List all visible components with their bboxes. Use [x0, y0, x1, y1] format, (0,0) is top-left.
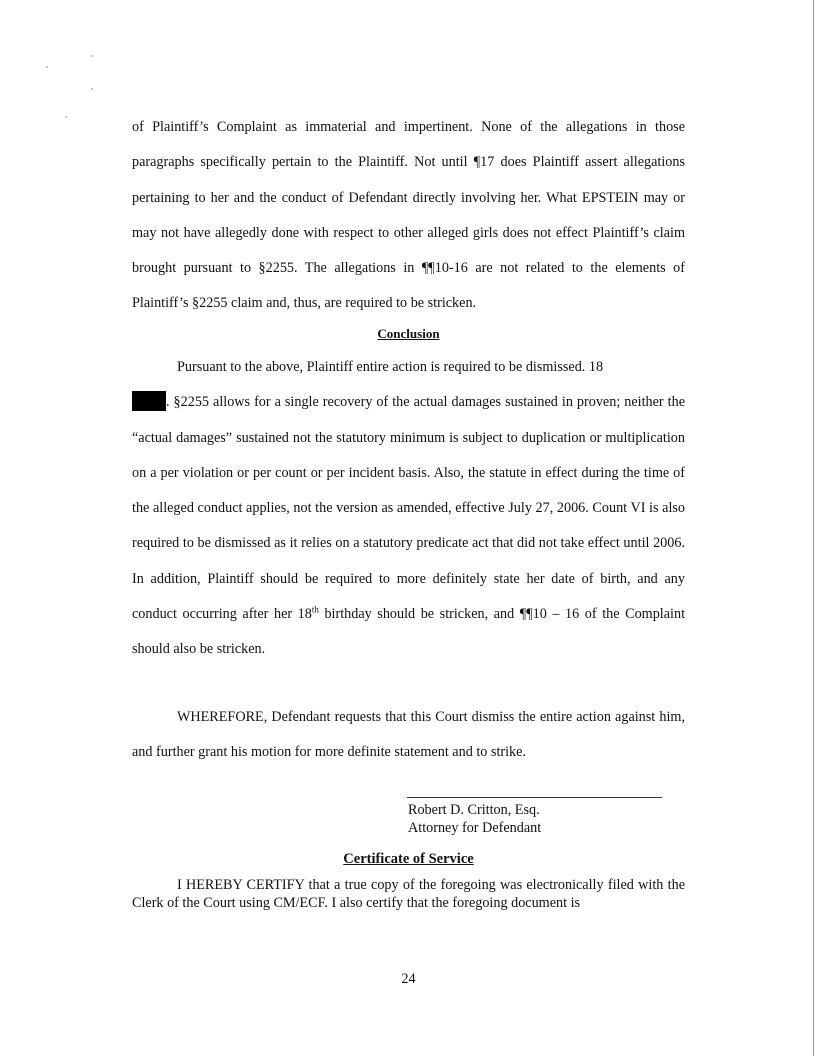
- signature-title: Attorney for Defendant: [408, 820, 542, 836]
- text-run: birthday should be stricken, and: [318, 606, 520, 623]
- signature-line: [407, 797, 662, 798]
- certificate-text: I HEREBY CERTIFY that a true copy of the foregoing was electronically filed with the Clerk of the Court using CM/ECF. I also certify that the foregoing document is: [132, 877, 685, 911]
- paragraph-symbol: ¶¶: [519, 606, 533, 623]
- scan-speck: [46, 66, 48, 68]
- text-run: 10 – 16 of the Complaint should also be stricken.: [132, 606, 686, 658]
- page-number: 24: [401, 971, 416, 987]
- scan-speck: [91, 55, 93, 57]
- scan-speck: [65, 116, 67, 118]
- text-run: 10-16 are not related to the elements of Plaintiff’s §2255 claim and, thus, are required to be stricken.: [132, 260, 685, 312]
- paragraph-conclusion: [132, 350, 685, 668]
- scan-edge-line: [813, 0, 814, 1056]
- signature-name: Robert D. Critton, Esq.: [408, 802, 540, 818]
- text-run: of Plaintiff’s Complaint as immaterial and impertinent. None of the allegations in those paragraphs specifically pertain to the Plaintiff. Not until: [132, 119, 685, 171]
- scan-speck: [91, 88, 93, 90]
- paragraph-allegations: [132, 110, 685, 322]
- paragraph-wherefore: WHEREFORE, Defendant requests that this Court dismiss the entire action against him, and further grant his motion for more definite statement and to strike.: [132, 709, 685, 761]
- redaction-block: [132, 391, 166, 411]
- signature-block: [408, 801, 541, 837]
- paragraph-symbol: ¶¶: [421, 260, 435, 277]
- text-run: Pursuant to the above, Plaintiff entire action is required to be dismissed. 18: [177, 359, 604, 375]
- certificate-heading: Certificate of Service: [343, 851, 474, 867]
- text-run: 17 does Plaintiff assert allegations pertaining to her and the conduct of Defendant directly involving her. What EPSTEIN may or may not have allegedly done with respect to other alleged girls does not effect Plaintiff’s claim brought pursuant to §2255. The allegations in: [132, 154, 685, 277]
- text-run: . §2255 allows for a single recovery of the actual damages sustained in proven; neither the “actual damages” sustained not the statutory minimum is subject to duplication or multiplication on a per violation or per count or per incident basis. Also, the statute in effect during the time of the alleged conduct applies, not the version as amended, effective July 27, 2006. Count VI is also required to be dismissed as it relies on a statutory predicate act that did not take effect until 2006. In addition, Plaintiff should be required to more definitely state her date of birth, and any conduct occurring after her 18: [132, 394, 685, 623]
- paragraph-symbol: ¶: [473, 154, 481, 171]
- conclusion-heading: Conclusion: [377, 326, 440, 341]
- superscript: th: [311, 604, 319, 615]
